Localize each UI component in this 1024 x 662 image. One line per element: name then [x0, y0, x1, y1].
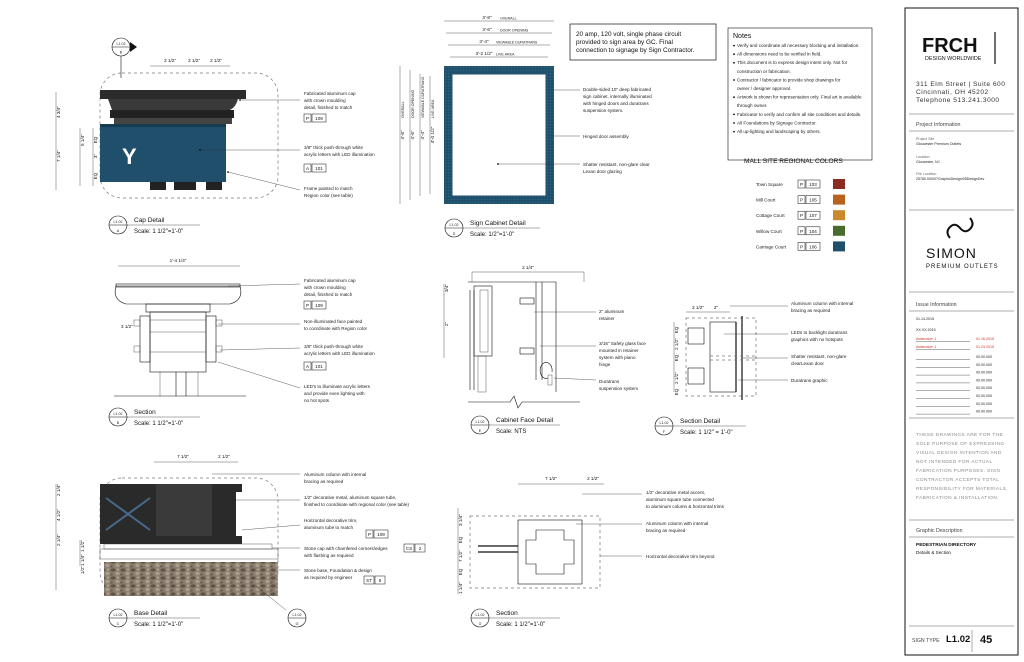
svg-text:C: C: [116, 622, 120, 626]
svg-text:L1.02: L1.02: [449, 223, 459, 227]
issue-date-slot: 00.00.000: [976, 394, 992, 398]
svg-text:VIEWABLE DURATRANS: VIEWABLE DURATRANS: [421, 76, 425, 118]
svg-text:4 1/2": 4 1/2": [56, 509, 61, 521]
callout-d: [445, 219, 540, 238]
addendum-label: Addendum 1: [916, 337, 937, 341]
svg-text:1 1/4": 1 1/4": [80, 554, 85, 566]
svg-text:Notes: Notes: [733, 33, 752, 40]
svg-text:Scale: 1 1/2"=1'-0": Scale: 1 1/2"=1'-0": [496, 622, 546, 628]
color-name: Mill Court: [756, 197, 776, 203]
dim-text: 2 1/2": [188, 58, 200, 63]
addendum-date: 01.16.2015: [976, 337, 994, 341]
section-marker-g: [288, 609, 306, 627]
svg-text:P: P: [305, 303, 310, 308]
svg-text:G: G: [478, 622, 482, 626]
disclaimer-line: THESE DRAWINGS ARE FOR THE: [916, 433, 1004, 438]
svg-text:L1.02: L1.02: [113, 220, 123, 224]
svg-text:Location: Location: [916, 155, 930, 159]
svg-text:Hinged door assembly: Hinged door assembly: [583, 134, 629, 139]
issue-date-slot: 00.00.000: [976, 378, 992, 383]
dim-text: 3": [93, 153, 98, 159]
svg-text:1/2" decorative metal accent,: 1/2" decorative metal accent,: [646, 490, 706, 495]
issue-date-slot: 00.00.000: [976, 386, 992, 391]
svg-text:3/16" Safety glass face: 3/16" Safety glass face: [599, 341, 646, 346]
svg-text:4'-6": 4'-6": [410, 130, 415, 140]
svg-text:PEDESTRIAN DIRECTORY: PEDESTRIAN DIRECTORY: [916, 543, 977, 548]
svg-text:clearLexan door: clearLexan door: [791, 361, 824, 366]
svg-text:2": 2": [713, 305, 719, 310]
svg-text:Double-sided 10" deep fabricat: Double-sided 10" deep fabricated: [583, 87, 652, 92]
svg-text:LEDs to backlight duratrans: LEDs to backlight duratrans: [791, 330, 848, 335]
disclaimer-line: SOLE PURPOSE OF EXPRESSING: [916, 442, 1005, 447]
color-number: 105: [809, 197, 817, 203]
svg-text:and provide even lighting with: and provide even lighting with: [304, 391, 365, 396]
svg-text:EQ: EQ: [674, 354, 679, 362]
dim-text: 5 1/4": [80, 134, 85, 146]
crown-moulding: [100, 90, 246, 99]
svg-text:L1.02: L1.02: [659, 421, 669, 425]
svg-text:E: E: [478, 429, 482, 433]
svg-text:graphics with no hotspots: graphics with no hotspots: [791, 337, 843, 342]
svg-text:Issue Information: Issue Information: [916, 302, 957, 308]
note-line: with crown moulding: [304, 98, 346, 103]
svg-text:connection to signage by Sign: connection to signage by Sign Contractor.: [576, 47, 695, 54]
color-code: P: [799, 228, 804, 234]
aluminum-column: [156, 484, 212, 544]
marker-letter: B: [119, 50, 123, 55]
svg-text:SIMON: SIMON: [926, 245, 977, 261]
svg-text:Details & Section: Details & Section: [916, 550, 951, 555]
note-line: Frame painted to match: [304, 186, 353, 191]
dim-text: 2 1/2": [210, 58, 222, 63]
svg-text:L1.02: L1.02: [113, 412, 123, 416]
color-code: P: [799, 182, 804, 187]
svg-text:Project Information: Project Information: [916, 122, 961, 128]
svg-text:with crown moulding: with crown moulding: [304, 285, 346, 290]
regional-colors-table: [744, 158, 845, 251]
color-name: Town Square: [756, 182, 783, 187]
cap-detail: [56, 38, 375, 235]
svg-text:4'-0 1/2": 4'-0 1/2": [430, 126, 435, 144]
svg-text:Section Detail: Section Detail: [680, 418, 721, 425]
svg-text:to aluminum column & horizonta: to aluminum column & horizontal trims: [646, 504, 724, 509]
svg-text:EQ: EQ: [674, 326, 679, 334]
svg-text:Graphic Description: Graphic Description: [916, 528, 963, 534]
svg-text:2 1/2": 2 1/2": [674, 372, 679, 384]
callout-g: [471, 609, 560, 628]
note-item: Artwork is shown for representation only. Final art is available: [737, 94, 862, 100]
note-line: Region color (see table): [304, 193, 353, 198]
svg-text:D: D: [452, 232, 456, 236]
title-block: [905, 8, 1018, 655]
svg-text:OVERALL: OVERALL: [401, 101, 405, 118]
color-name: Cottage Court: [756, 213, 785, 219]
svg-text:Stone cap with chamfered corne: Stone cap with chamfered corners/edges: [304, 546, 388, 551]
disclaimer-line: FABRICATION PURPOSES. SIGN: [916, 469, 1001, 474]
stone-cap: [104, 544, 272, 549]
svg-text:mounted in retainer: mounted in retainer: [599, 348, 639, 353]
svg-text:3 1/4": 3 1/4": [458, 514, 463, 526]
addendum-label: Addendum 1: [916, 345, 937, 349]
sheet-number: 45: [980, 634, 993, 646]
color-code: P: [799, 197, 804, 203]
frch-logo: FRCH: [922, 35, 978, 57]
svg-text:F: F: [662, 430, 666, 434]
detail-scale: Scale: 1 1/2"=1'-0": [134, 229, 184, 235]
svg-text:7 1/2": 7 1/2": [545, 476, 557, 481]
svg-text:3/4": 3/4": [444, 283, 449, 293]
svg-text:Cabinet Face Detail: Cabinet Face Detail: [496, 417, 554, 424]
svg-text:3'-8": 3'-8": [482, 15, 492, 20]
note-item: construction or fabrication.: [737, 68, 791, 74]
svg-text:L1.02: L1.02: [475, 613, 485, 617]
svg-text:Base Detail: Base Detail: [134, 610, 168, 617]
svg-text:A: A: [305, 364, 310, 369]
svg-text:01.14.2015: 01.14.2015: [916, 317, 934, 321]
note-line: 3/8" thick push-through white: [304, 145, 364, 150]
svg-text:P: P: [367, 532, 372, 537]
svg-text:Fabricated aluminum cap: Fabricated aluminum cap: [304, 278, 356, 283]
dim-text: 4 3/4": [56, 106, 61, 118]
note-item: All up-lighting and landscaping by others.: [737, 129, 821, 134]
svg-text:1'-4 1/4": 1'-4 1/4": [169, 258, 187, 263]
svg-text:2 1/2": 2 1/2": [692, 305, 704, 310]
callout-c: [109, 609, 200, 628]
general-notes: [728, 28, 872, 160]
svg-text:L1.02: L1.02: [292, 613, 302, 617]
callout-e: [471, 416, 560, 435]
color-row: [756, 241, 845, 251]
svg-text:Telephone 513.241.3000: Telephone 513.241.3000: [916, 97, 1000, 104]
svg-text:L1.02: L1.02: [113, 613, 123, 617]
svg-text:EQ: EQ: [458, 536, 463, 544]
svg-text:101: 101: [315, 364, 323, 369]
svg-text:2: 2: [418, 546, 422, 551]
svg-text:MALL SITE REGIONAL COLORS: MALL SITE REGIONAL COLORS: [744, 158, 843, 165]
svg-text:Aluminum column with internal: Aluminum column with internal: [646, 521, 709, 526]
svg-text:VIEWABLE DURATRANS: VIEWABLE DURATRANS: [496, 40, 538, 45]
section-g: [458, 476, 725, 628]
svg-text:LED's to illuminate acrylic le: LED's to illuminate acrylic letters: [304, 384, 370, 389]
svg-text:Aluminum column with internal: Aluminum column with internal: [791, 301, 854, 306]
column-section: [150, 312, 206, 372]
dim-text: 2 1/2": [164, 58, 176, 63]
svg-text:with hinged doors and duratran: with hinged doors and duratrans: [583, 101, 649, 106]
callout-a: [109, 216, 200, 235]
svg-text:detail, finished to match: detail, finished to match: [304, 292, 353, 297]
color-name: Carriage Court: [756, 244, 787, 250]
issue-date-slot: 00.00.000: [976, 409, 992, 414]
svg-text:Scale: 1/2"=1'-0": Scale: 1/2"=1'-0": [470, 232, 515, 238]
svg-text:acrylic letters with LED illum: acrylic letters with LED illumination: [304, 351, 375, 356]
svg-text:DOOR OPENING: DOOR OPENING: [411, 89, 415, 118]
svg-text:3/8" thick push-through white: 3/8" thick push-through white: [304, 344, 364, 349]
color-swatch: [833, 195, 845, 205]
svg-text:hinge: hinge: [599, 362, 611, 367]
svg-text:Scale: NTS: Scale: NTS: [496, 429, 527, 435]
stone-base: [104, 562, 278, 596]
svg-text:A: A: [116, 229, 120, 233]
svg-text:File Location: File Location: [916, 172, 937, 176]
disclaimer-line: NOT INTENDED FOR ACTUAL: [916, 460, 993, 465]
note-item: Verify and coordinate all necessary blocking and installation.: [737, 43, 860, 48]
svg-text:finished to coordinate with re: finished to coordinate with regional color (see table): [304, 502, 409, 507]
issue-date-slot: 00.00.000: [976, 362, 992, 367]
svg-text:LIVE AREA: LIVE AREA: [496, 52, 515, 57]
svg-text:G: G: [295, 622, 299, 626]
addendum-date: 01.23.2015: [976, 345, 994, 349]
color-name: Willow Court: [756, 228, 782, 234]
finish-tag-number: 109: [315, 116, 323, 121]
svg-text:Scale: 1 1/2" = 1'-0": Scale: 1 1/2" = 1'-0": [680, 430, 733, 436]
marker-ref: L1.02: [116, 42, 126, 46]
issue-date-slot: 00.00.000: [976, 370, 992, 375]
svg-text:bracing as required: bracing as required: [791, 308, 831, 313]
svg-text:Non-illuminated face painted: Non-illuminated face painted: [304, 319, 363, 324]
color-number: 107: [809, 213, 817, 219]
sign-letter: Y: [122, 144, 137, 169]
svg-text:Scale: 1 1/2"=1'-0": Scale: 1 1/2"=1'-0": [134, 421, 184, 427]
svg-text:L1.02: L1.02: [475, 420, 485, 424]
svg-text:sign cabinet, internally illum: sign cabinet, internally illuminated: [583, 94, 652, 99]
svg-text:aluminum square tube connected: aluminum square tube connected: [646, 497, 714, 502]
svg-text:bracing as required: bracing as required: [646, 528, 686, 533]
svg-text:1/2" decorative metal, aluminu: 1/2" decorative metal, aluminum square tube,: [304, 495, 397, 500]
color-row: [756, 226, 845, 236]
svg-text:suspension system.: suspension system.: [583, 108, 624, 113]
color-number: 103: [809, 182, 817, 187]
svg-text:Horizontal decorative trim bey: Horizontal decorative trim beyond: [646, 554, 715, 559]
svg-text:EQ: EQ: [674, 388, 679, 396]
svg-text:2 1/4": 2 1/4": [56, 534, 61, 546]
power-note: [570, 24, 716, 60]
note-item: All dimensions need to be verified in field.: [737, 51, 822, 57]
disclaimer-line: CONTRACTOR ACCEPTS TOTAL: [916, 478, 1000, 483]
svg-text:Aluminum column with internal: Aluminum column with internal: [304, 472, 367, 477]
svg-text:Sign Cabinet Detail: Sign Cabinet Detail: [470, 220, 526, 227]
svg-text:7 1/2": 7 1/2": [177, 454, 189, 459]
svg-text:5: 5: [378, 578, 382, 583]
svg-text:109: 109: [315, 303, 323, 308]
svg-text:109: 109: [377, 532, 385, 537]
cabinet-face-detail: [444, 265, 646, 435]
svg-text:4'-8": 4'-8": [400, 130, 405, 140]
svg-text:XX.XX.2015: XX.XX.2015: [916, 328, 936, 332]
svg-text:3 1/2": 3 1/2": [121, 324, 133, 329]
svg-text:2": 2": [444, 321, 449, 327]
finish-tag-number: 101: [315, 166, 323, 171]
svg-text:Project Site: Project Site: [916, 137, 935, 141]
svg-text:retainer: retainer: [599, 316, 615, 321]
disclaimer-line: VISUAL DESIGN INTENTION AND: [916, 451, 1002, 456]
svg-text:1 1/4": 1 1/4": [458, 582, 463, 594]
aluminum-retainer: [474, 286, 492, 356]
svg-text:Section: Section: [134, 409, 156, 416]
svg-text:1 1/2": 1 1/2": [80, 540, 85, 552]
finish-tag-code: P: [305, 116, 310, 121]
color-number: 104: [809, 228, 817, 234]
color-number: 106: [809, 244, 817, 250]
callout-f: [655, 417, 746, 436]
detail-title: Cap Detail: [134, 217, 165, 224]
svg-text:7 1/2": 7 1/2": [458, 550, 463, 562]
svg-text:LIVE AREA: LIVE AREA: [431, 99, 435, 118]
svg-text:DESIGN WORLDWIDE: DESIGN WORLDWIDE: [925, 56, 982, 62]
svg-text:Lexan door glazing: Lexan door glazing: [583, 169, 622, 174]
section-b: [109, 258, 375, 427]
svg-text:1/2": 1/2": [80, 565, 85, 575]
note-item: Fabricator to verify and confirm all site conditions and details.: [737, 111, 862, 117]
section-marker-b: [112, 38, 137, 78]
svg-text:3'-4": 3'-4": [479, 39, 489, 44]
svg-text:25780.000/07GraphicDesign/05De: 25780.000/07GraphicDesign/05DesignDev: [916, 177, 985, 181]
svg-text:EQ: EQ: [458, 568, 463, 576]
svg-text:Shatter resistant, non-glare: Shatter resistant, non-glare: [791, 354, 847, 359]
callout-b: [109, 408, 200, 427]
svg-text:Section: Section: [496, 610, 518, 617]
svg-text:system with piano: system with piano: [599, 355, 636, 360]
issue-date-slot: 00.00.000: [976, 355, 992, 359]
svg-text:Duratrans: Duratrans: [599, 379, 620, 384]
svg-text:Cincinnati, OH 45202: Cincinnati, OH 45202: [916, 89, 989, 96]
svg-text:CS: CS: [405, 546, 413, 551]
svg-text:3'-2 1/2": 3'-2 1/2": [475, 51, 493, 56]
color-row: [756, 195, 845, 205]
dim-text: EQ: [93, 172, 98, 180]
svg-text:provided to sign area by GC. F: provided to sign area by GC. Final: [576, 39, 673, 46]
note-line: acrylic letters with LED illumination: [304, 152, 375, 157]
svg-text:with flashing as required: with flashing as required: [304, 553, 354, 558]
note-item: This document is to express design intent only. Not for: [737, 60, 848, 66]
issue-date-slot: 00.00.000: [976, 401, 992, 406]
svg-text:Duratrans graphic: Duratrans graphic: [791, 378, 828, 383]
svg-text:suspension system: suspension system: [599, 386, 639, 391]
note-line: Fabricated aluminum cap: [304, 91, 356, 96]
color-swatch: [833, 179, 845, 189]
svg-text:20 amp, 120 volt, single phase: 20 amp, 120 volt, single phase circuit: [576, 31, 682, 38]
svg-text:aluminum tube to match: aluminum tube to match: [304, 525, 354, 530]
svg-text:bracing as required: bracing as required: [304, 479, 344, 484]
sign-face-panel: [100, 124, 226, 182]
finish-tag-code: A: [305, 166, 310, 171]
svg-text:Gloucester, NJ: Gloucester, NJ: [916, 160, 940, 164]
svg-text:OVERALL: OVERALL: [500, 16, 517, 21]
svg-text:as required by engineer: as required by engineer: [304, 575, 353, 580]
svg-text:2 1/4": 2 1/4": [522, 265, 534, 270]
note-item: owner / designer approval.: [737, 86, 792, 91]
svg-text:2 1/4": 2 1/4": [56, 484, 61, 496]
svg-text:PREMIUM OUTLETS: PREMIUM OUTLETS: [926, 264, 999, 270]
svg-text:SIGN TYPE: SIGN TYPE: [912, 638, 940, 644]
color-swatch: [833, 210, 845, 220]
svg-text:311 Elm Street | Suite 600: 311 Elm Street | Suite 600: [916, 81, 1006, 88]
base-detail: [56, 454, 425, 628]
svg-text:DOOR OPENING: DOOR OPENING: [500, 28, 529, 33]
svg-text:B: B: [116, 421, 120, 425]
disclaimer-line: FABRICATION & INSTALLATION.: [916, 496, 1000, 501]
svg-text:Gloucester Premium Outlets: Gloucester Premium Outlets: [916, 142, 962, 146]
note-item: Contractor / fabricator to provide shop drawings for: [737, 77, 841, 83]
note-item: through owner.: [737, 103, 768, 109]
color-swatch: [833, 241, 845, 251]
svg-text:Horizontal decorative trim,: Horizontal decorative trim,: [304, 518, 358, 523]
svg-text:Scale: 1 1/2"=1'-0": Scale: 1 1/2"=1'-0": [134, 622, 184, 628]
section-detail-f: [655, 301, 853, 436]
svg-text:2 1/2": 2 1/2": [587, 476, 599, 481]
svg-text:ST: ST: [366, 578, 372, 583]
svg-text:4'-4": 4'-4": [420, 130, 425, 140]
note-item: All Foundations by Signage Contractor.: [737, 120, 817, 126]
svg-text:2 1/2": 2 1/2": [674, 338, 679, 350]
cabinet-glazing: [452, 74, 546, 196]
color-row: [756, 210, 845, 220]
column-plan: [518, 520, 582, 584]
svg-text:to coordinate with Region colo: to coordinate with Region color: [304, 326, 368, 331]
color-swatch: [833, 226, 845, 236]
svg-text:Stone base, Foundation & desig: Stone base, Foundation & design: [304, 568, 372, 573]
svg-text:no hot spots: no hot spots: [304, 398, 330, 403]
color-code: P: [799, 213, 804, 219]
svg-text:3'-6": 3'-6": [482, 27, 492, 32]
svg-text:2 1/2": 2 1/2": [218, 454, 230, 459]
svg-text:Shatter resistant, non-glare c: Shatter resistant, non-glare clear: [583, 162, 650, 167]
color-row: [756, 179, 845, 189]
dim-text: 7 1/4": [56, 150, 61, 162]
dim-text: EQ: [93, 136, 98, 144]
color-code: P: [799, 244, 804, 250]
note-line: detail, finished to match: [304, 105, 353, 110]
svg-text:2" aluminum: 2" aluminum: [599, 309, 625, 314]
sign-type-value: L1.02: [946, 634, 971, 645]
disclaimer-line: RESPONSIBILITY FOR MATERIALS,: [916, 487, 1008, 492]
